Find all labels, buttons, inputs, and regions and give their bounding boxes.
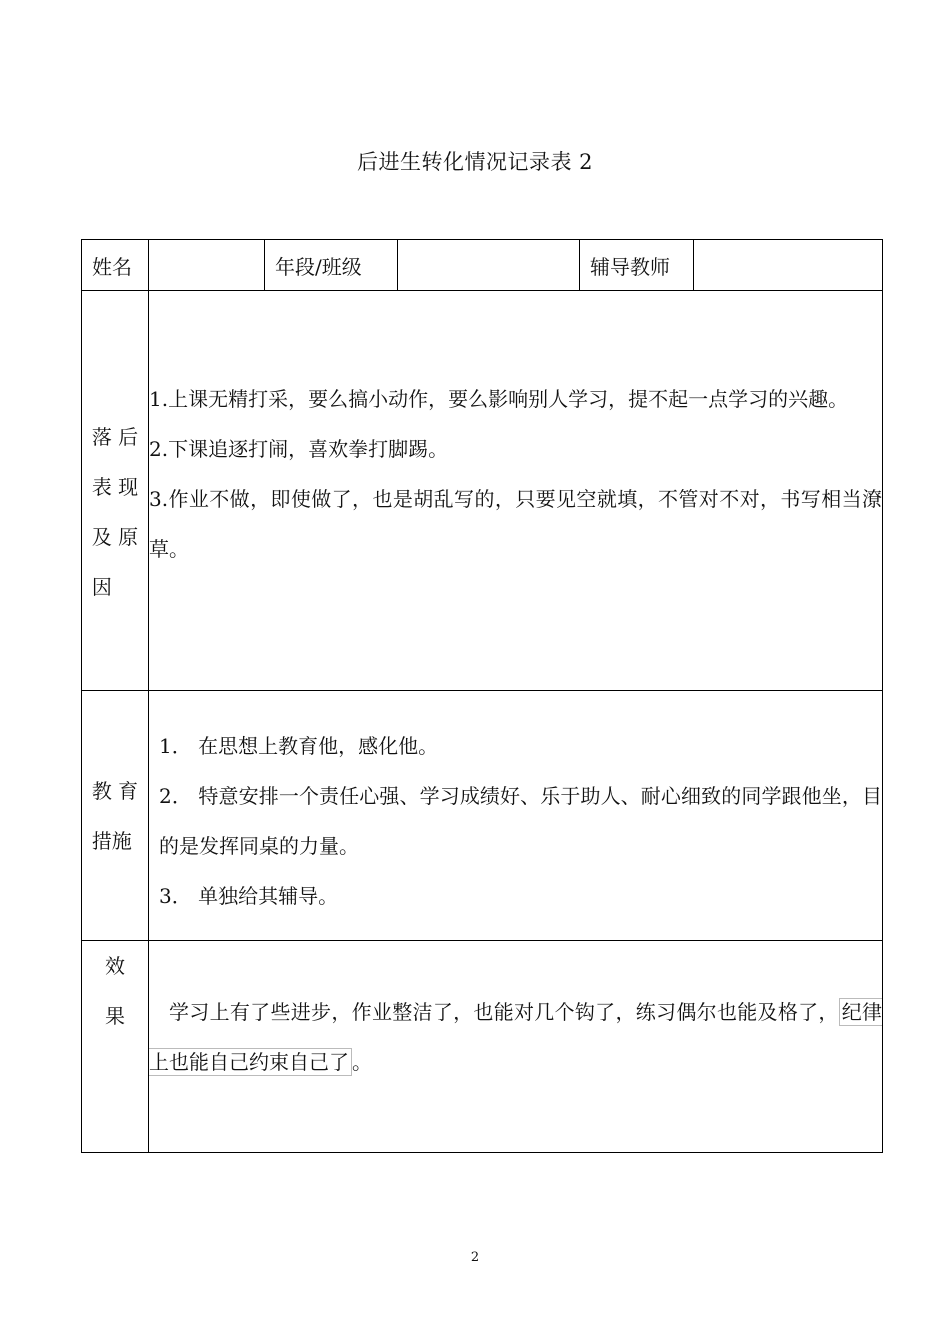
measures-item: 2． 特意安排一个责任心强、学习成绩好、乐于助人、耐心细致的同学跟他坐，目的是发挥同桌的力量。 [159,783,882,858]
behavior-content [149,291,883,691]
behavior-item: 1.上课无精打采，要么搞小动作，要么影响别人学习，提不起一点学习的兴趣。 [149,386,849,411]
behavior-item: 2.下课追逐打闹，喜欢拳打脚踢。 [149,436,449,461]
name-field[interactable] [149,240,265,291]
behavior-label: 落 后 表 现 及 原 因 [82,291,149,691]
page-number: 2 [470,1250,480,1265]
measures-item: 1． 在思想上教育他，感化他。 [159,733,439,758]
record-table [81,239,883,1153]
effect-text: 学习上有了些进步，作业整洁了，也能对几个钩了，练习偶尔也能及格了， 纪律上也能自己约束自己了 。 [149,1000,883,1074]
behavior-item: 3.作业不做，即使做了，也是胡乱写的，只要见空就填，不管对不对，书写相当潦草。 [149,486,882,561]
header-row [82,240,883,291]
teacher-label: 辅导教师 [580,240,694,291]
effect-highlight: 纪律上也能自己约束自己了 [149,1000,883,1074]
page-title: 后进生转化情况记录表 2 [356,150,594,174]
effect-label: 效 果 [82,941,149,1153]
behavior-row [82,291,883,691]
grade-class-field[interactable] [398,240,580,291]
measures-label: 教 育 措施 [82,691,149,941]
effect-content [149,941,883,1153]
effect-row [82,941,883,1153]
measures-content [149,691,883,941]
grade-class-label: 年段/班级 [265,240,398,291]
teacher-field[interactable] [694,240,883,291]
measures-row [82,691,883,941]
measures-item: 3． 单独给其辅导。 [159,883,339,908]
name-label: 姓名 [82,240,149,291]
